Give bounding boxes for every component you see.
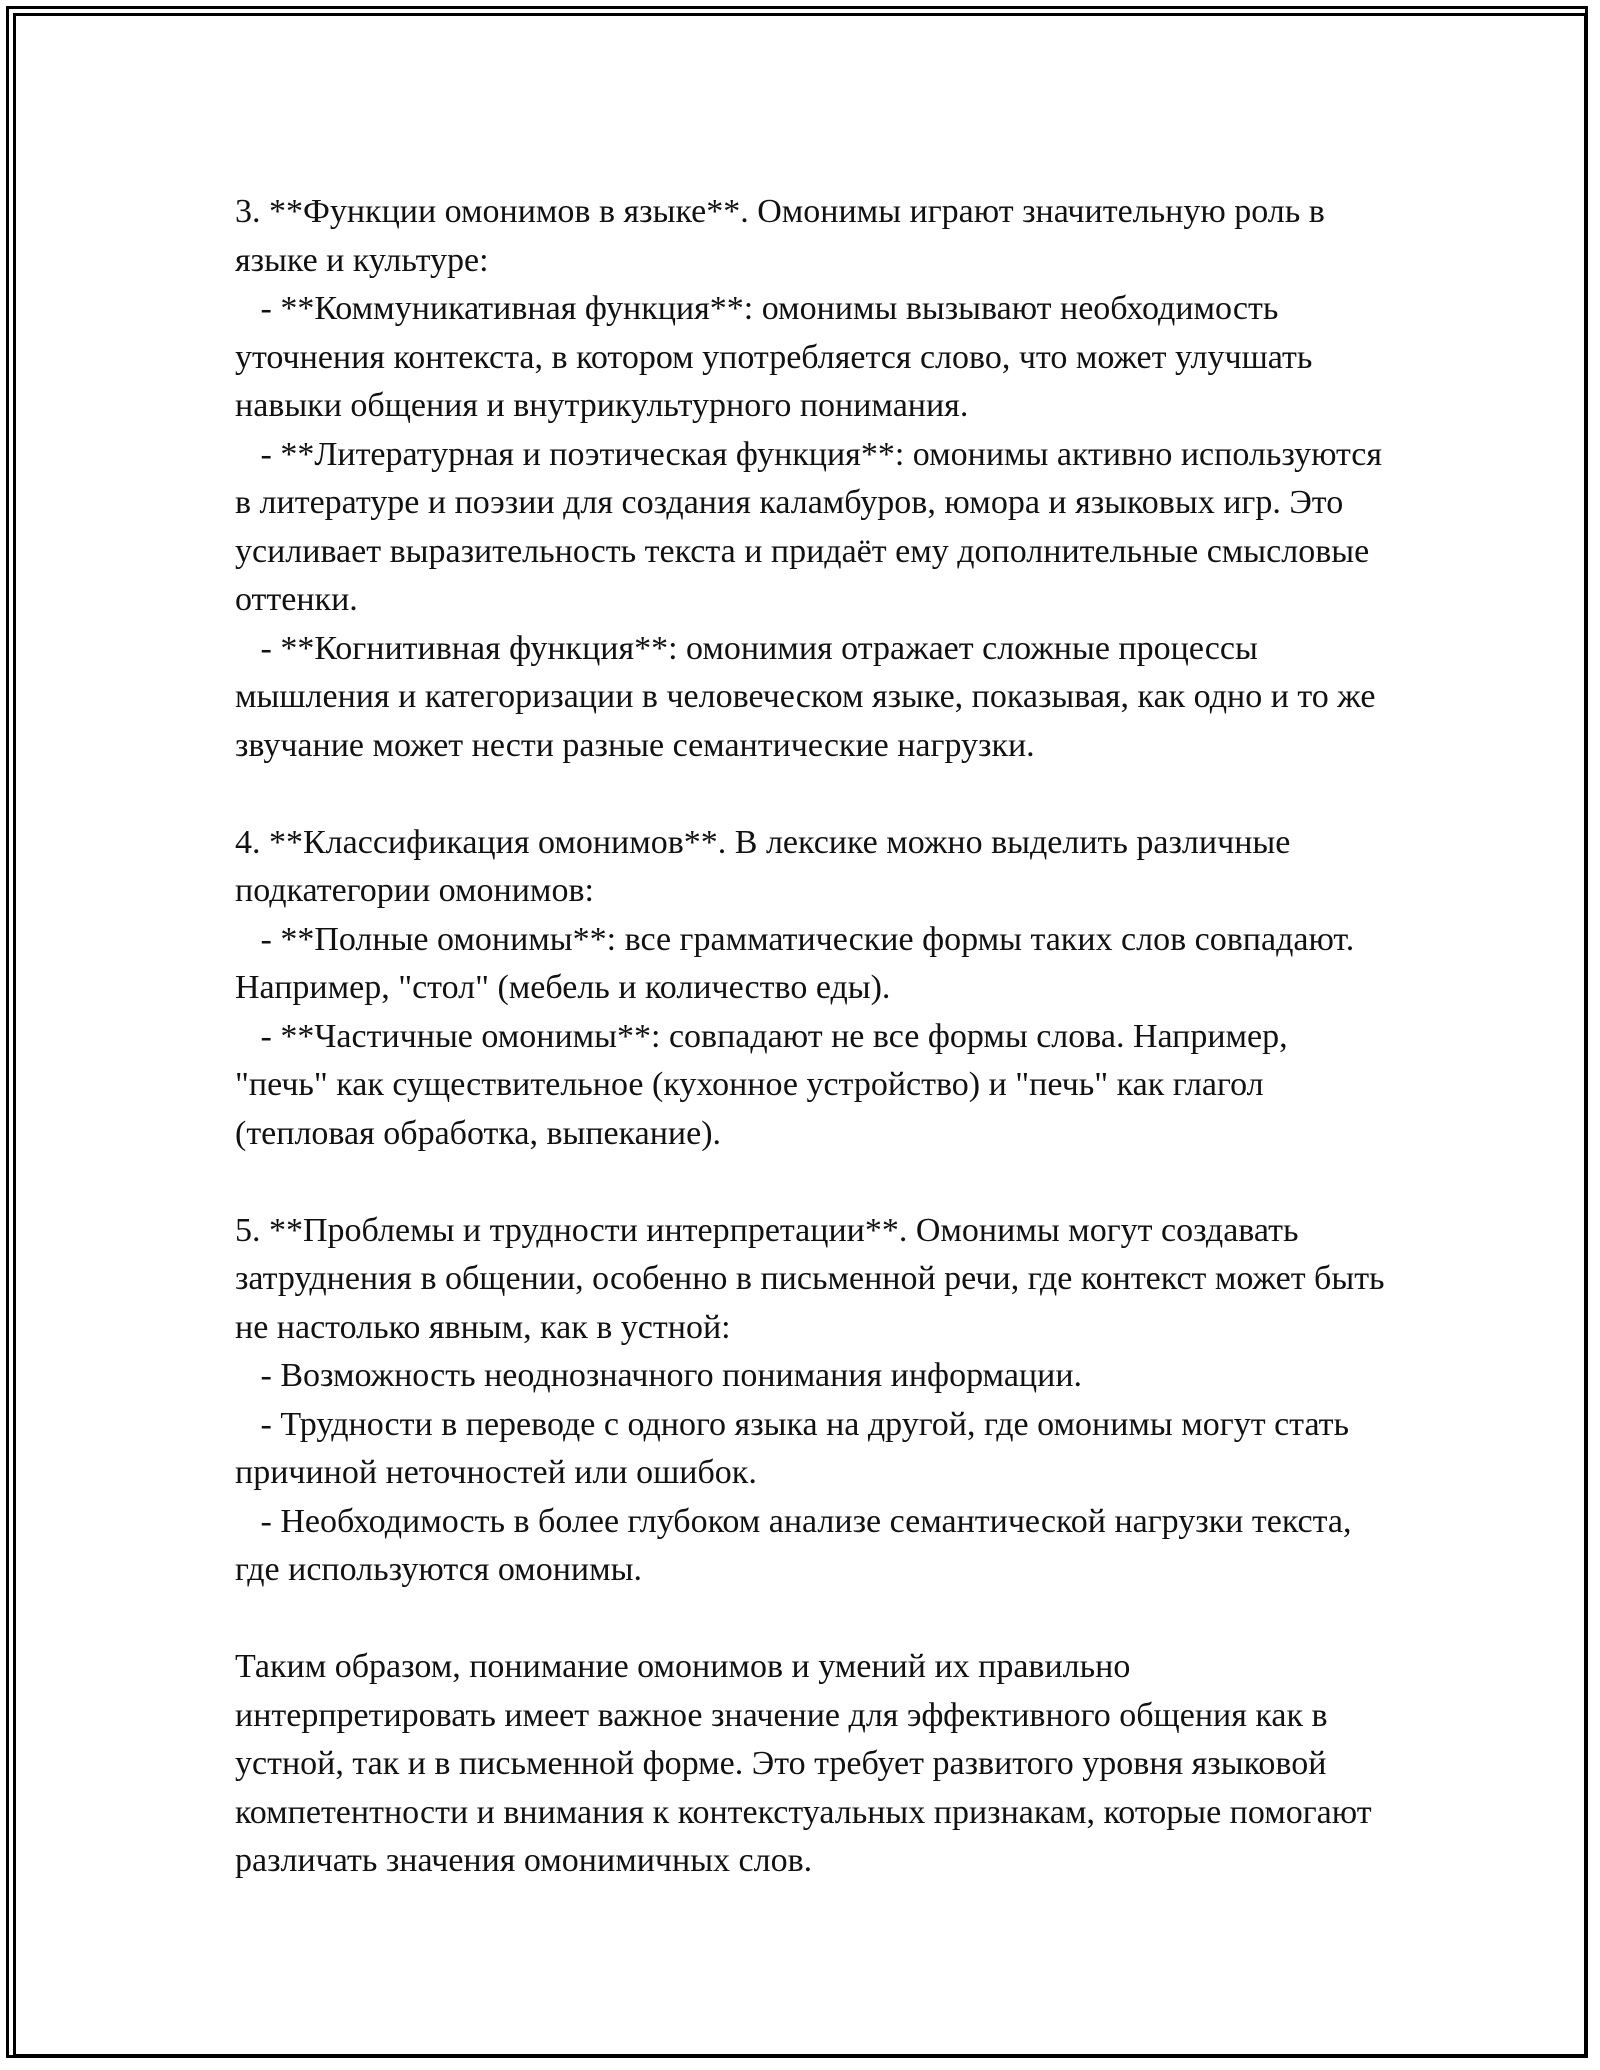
section-4-intro: 4. **Классификация омонимов**. В лексике можно выделить различные подкатегории омонимов: <box>235 823 1299 909</box>
section-4-item-partial-homonyms: - **Частичные омонимы**: совпадают не все формы слова. Например, "печь" как существительное (кухонное устройство) и "печь" как глагол (тепловая обработка, выпекание). <box>235 1017 1297 1152</box>
document-body <box>235 188 1394 1886</box>
section-3-item-cognitive: - **Когнитивная функция**: омонимия отражает сложные процессы мышления и категоризации в человеческом языке, показывая, как одно и то же звучание может нести разные семантические нагрузки. <box>235 629 1384 764</box>
section-4-item-full-homonyms: - **Полные омонимы**: все грамматические формы таких слов совпадают. Например, "стол" (мебель и количество еды). <box>235 920 1363 1006</box>
section-5-item-analysis: - Необходимость в более глубоком анализе семантической нагрузки текста, где используются омонимы. <box>235 1502 1360 1588</box>
conclusion-paragraph: Таким образом, понимание омонимов и умений их правильно интерпретировать имеет важное значение для эффективного общения как в устной, так и в письменной форме. Это требует развитого уровня языковой компетентности и внимания к контекстуальных признакам, которые помогают различать значения омонимичных слов. <box>235 1648 1381 1879</box>
paragraph-gap <box>235 1158 1385 1207</box>
section-5-item-translation: - Трудности в переводе с одного языка на другой, где омонимы могут стать причиной неточностей или ошибок. <box>235 1405 1358 1491</box>
section-5-intro: 5. **Проблемы и трудности интерпретации**. Омонимы могут создавать затруднения в общении, особенно в письменной речи, где контекст может быть не настолько явным, как в устной: <box>235 1211 1394 1346</box>
paragraph-gap <box>235 1595 1385 1644</box>
section-3-intro: 3. **Функции омонимов в языке**. Омонимы играют значительную роль в языке и культуре: <box>235 193 1334 279</box>
section-3-item-literary: - **Литературная и поэтическая функция**: омонимы активно используются в литературе и поэзии для создания каламбуров, юмора и языковых игр. Это усиливает выразительность текста и придаёт ему дополнительные смысловые оттенки. <box>235 435 1391 618</box>
section-5-item-ambiguity: - Возможность неоднозначного понимания информации. <box>235 1357 1083 1394</box>
section-3-item-communicative: - **Коммуникативная функция**: омонимы вызывают необходимость уточнения контекста, в котором употребляется слово, что может улучшать навыки общения и внутрикультурного понимания. <box>235 290 1321 424</box>
paragraph-gap <box>235 770 1385 819</box>
